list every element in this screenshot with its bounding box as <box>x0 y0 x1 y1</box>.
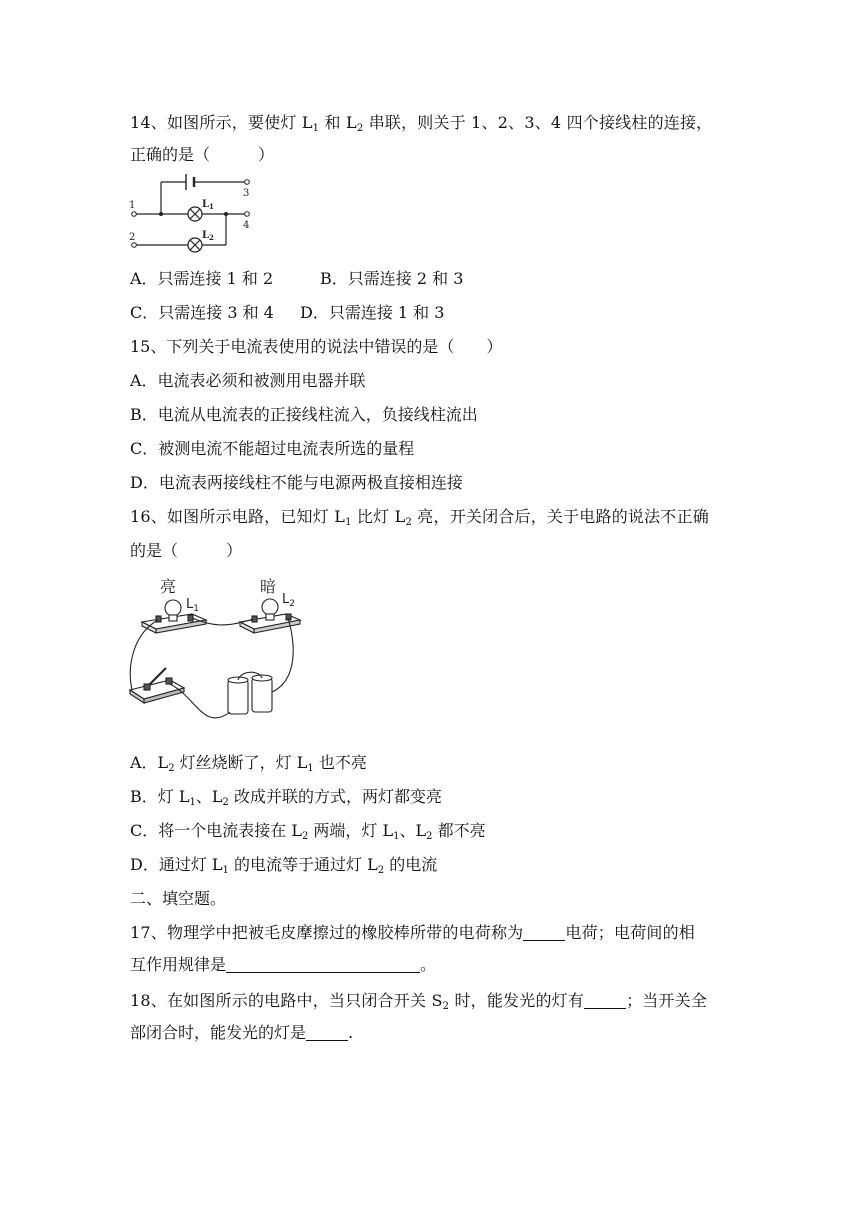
q16-option-a[interactable]: A．$L_2$ 灯丝烧断了，灯 $L_1$ 也不亮 <box>130 753 367 774</box>
q18-line2: 部闭合时，能发光的灯是 . <box>130 1023 354 1042</box>
q15-stem: 15、下列关于电流表使用的说法中错误的是（ ） <box>130 337 503 356</box>
picture-l2-label: $L_2$ <box>282 592 295 609</box>
q14-options-row2 <box>130 302 444 324</box>
q14-option-a[interactable]: A．只需连接 1 和 2 <box>130 269 274 288</box>
q14-stem-line2: 正确的是（ ） <box>130 145 275 164</box>
terminal-4-label: 4 <box>243 220 250 231</box>
q16-circuit-picture <box>126 572 316 742</box>
q15-option-a[interactable]: A．电流表必须和被测用电器并联 <box>130 371 366 390</box>
q16-option-d[interactable]: D．通过灯 $L_1$ 的电流等于通过灯 $L_2$ 的电流 <box>130 855 438 876</box>
q17-blank-1[interactable] <box>523 924 565 941</box>
terminal-3-label: 3 <box>243 188 250 199</box>
q15-option-b[interactable]: B．电流从电流表的正接线柱流入，负接线柱流出 <box>130 405 478 424</box>
picture-l1-label: $L_1$ <box>186 597 199 614</box>
q14-circuit-diagram <box>128 172 258 262</box>
terminal-2-label: 2 <box>129 232 136 243</box>
q16-stem-line2: 的是（ ） <box>130 541 243 560</box>
q16-option-c[interactable]: C．将一个电流表接在 $L_2$ 两端，灯 $L_1$、$L_2$ 都不亮 <box>130 821 486 842</box>
q17-line2: 互作用规律是 。 <box>130 955 437 974</box>
q14-option-c[interactable]: C．只需连接 3 和 4 <box>130 303 274 322</box>
dim-label: 暗 <box>260 577 277 596</box>
lamp-l1-label: $L_1$ <box>202 199 214 211</box>
q18-blank-2[interactable] <box>306 1024 348 1041</box>
q14-stem-line1: 14、如图所示，要使灯 $L_1$ 和 $L_2$ 串联，则关于 1、2、3、4 四个接线柱的连接， <box>130 113 713 134</box>
q18-blank-1[interactable] <box>584 992 626 1009</box>
lamp-l2-label: $L_2$ <box>202 230 214 242</box>
q14-options-row1 <box>130 268 463 290</box>
q17-line1: 17、物理学中把被毛皮摩擦过的橡胶棒所带的电荷称为 电荷；电荷间的相 <box>130 923 695 942</box>
q16-option-b[interactable]: B．灯 $L_1$、$L_2$ 改成并联的方式，两灯都变亮 <box>130 787 442 808</box>
q17-blank-2[interactable] <box>226 956 420 973</box>
terminal-1-label: 1 <box>129 200 136 211</box>
q18-line1: 18、在如图所示的电路中，当只闭合开关 $S_2$ 时，能发光的灯有 ；当开关全 <box>130 991 708 1012</box>
q16-stem-line1: 16、如图所示电路，已知灯 $L_1$ 比灯 $L_2$ 亮，开关闭合后，关于电路的说法不正确 <box>130 507 709 528</box>
bright-label: 亮 <box>160 577 177 596</box>
q14-option-b[interactable]: B．只需连接 2 和 3 <box>320 269 464 288</box>
q15-option-c[interactable]: C．被测电流不能超过电流表所选的量程 <box>130 439 415 458</box>
section-fill-in-heading: 二、填空题。 <box>130 889 227 908</box>
q14-option-d[interactable]: D．只需连接 1 和 3 <box>300 303 445 322</box>
q15-option-d[interactable]: D．电流表两接线柱不能与电源两极直接相连接 <box>130 473 463 492</box>
